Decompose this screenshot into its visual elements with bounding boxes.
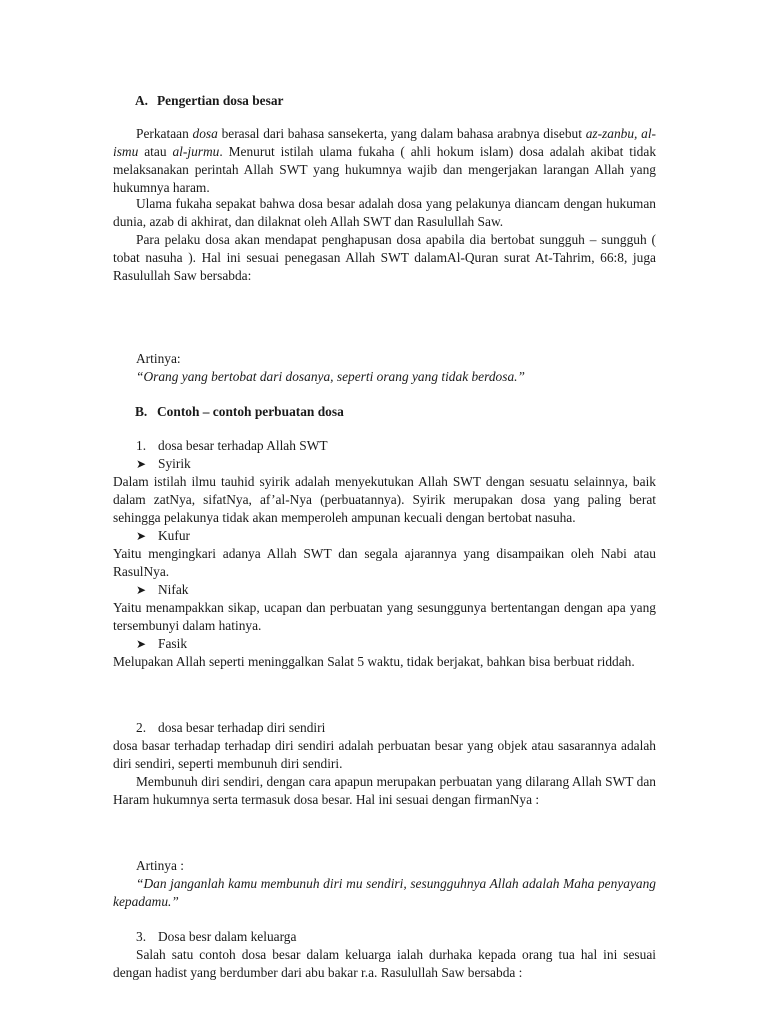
item-2-artinya [113, 857, 656, 911]
item-2-paragraph-2: Membunuh diri sendiri, dengan cara apapun merupakan perbuatan yang dilarang Allah SWT dan Haram hukumnya serta termasuk dosa besar. Hal ini sesuai dengan firmanNya : [113, 774, 656, 807]
quran-quote: “Dan janganlah kamu membunuh diri mu sendiri, sesungguhnya Allah adalah Maha penyayang kepadamu.” [113, 876, 656, 909]
fasik-text: Melupakan Allah seperti meninggalkan Salat 5 waktu, tidak berjakat, bahkan bisa berbuat riddah. [113, 654, 635, 669]
section-a-artinya [113, 350, 656, 386]
syirik-label: Syirik [158, 456, 191, 471]
item-3-title: Dosa besr dalam keluarga [158, 929, 297, 944]
p1-italic-dosa: dosa [192, 126, 218, 141]
p1-text-2: berasal dari bahasa sansekerta, yang dalam bahasa arabnya disebut [217, 126, 586, 141]
item-1-number: 1. [136, 438, 147, 453]
section-b-title: Contoh – contoh perbuatan dosa [157, 404, 344, 419]
p1-text-1: Perkataan [136, 126, 193, 141]
section-a-letter: A. [135, 93, 149, 108]
syirik-text: Dalam istilah ilmu tauhid syirik adalah menyekutukan Allah SWT dengan sesuatu selainnya, baik dalam zatNya, sifatNya, af’al-Nya (perbuatannya). Syirik merupakan dosa yang paling berat sehingga pelakunya tidak akan memperoleh ampunan kecuali dengan bertobat nasuha. [113, 474, 656, 525]
p1-italic-arabic-terms: az-zanbu, al-ismu [113, 126, 656, 159]
artinya-label-2: Artinya : [136, 858, 184, 873]
item-1 [113, 437, 656, 671]
kufur-label: Kufur [158, 528, 190, 543]
artinya-label: Artinya: [136, 351, 181, 366]
item-3-number: 3. [136, 929, 147, 944]
nifak-label: Nifak [158, 582, 189, 597]
item-3-paragraph-1: Salah satu contoh dosa besar dalam keluarga ialah durhaka kepada orang tua hal ini sesuai dengan hadist yang berdumber dari abu bakar r.a. Rasulullah Saw bersabda : [113, 947, 656, 980]
item-2-paragraph-1: dosa basar terhadap terhadap diri sendiri adalah perbuatan besar yang objek atau sasarannya adalah diri sendiri, seperti membunuh diri sendiri. [113, 738, 656, 771]
section-a-paragraph-1 [113, 125, 656, 197]
p1-text-3: atau [138, 144, 173, 159]
item-2-title: dosa besar terhadap diri sendiri [158, 720, 326, 735]
arrow-bullet-icon: ➤ [136, 529, 147, 543]
arrow-bullet-icon: ➤ [136, 583, 147, 597]
p1-text-4: . Menurut istilah ulama fukaha ( ahli hokum islam) dosa adalah akibat tidak melaksanakan perintah Allah SWT yang hukumnya wajib dan mengerjakan larangan Allah yang hukumnya haram. [113, 144, 657, 195]
hadith-quote: “Orang yang bertobat dari dosanya, seperti orang yang tidak berdosa.” [136, 369, 525, 384]
section-b-letter: B. [135, 404, 148, 419]
item-3 [113, 928, 656, 982]
section-b-heading [113, 403, 656, 420]
nifak-text: Yaitu menampakkan sikap, ucapan dan perbuatan yang sesunggunya bertentangan dengan apa yang tersembunyi dalam hatinya. [113, 600, 656, 633]
p1-italic-al-jurmu: al-jurmu [172, 144, 220, 159]
p2-text: Ulama fukaha sepakat bahwa dosa besar adalah dosa yang pelakunya diancam dengan hukuman dunia, azab di akhirat, dan dilaknat oleh Allah SWT dan Rasulullah Saw. [113, 196, 656, 229]
kufur-text: Yaitu mengingkari adanya Allah SWT dan segala ajarannya yang disampaikan oleh Nabi atau RasulNya. [113, 546, 656, 579]
arrow-bullet-icon: ➤ [136, 457, 147, 471]
item-2-number: 2. [136, 720, 147, 735]
p3-text: Para pelaku dosa akan mendapat penghapusan dosa apabila dia bertobat sungguh – sungguh ( tobat nasuha ). Hal ini sesuai penegasan Allah SWT dalamAl-Quran surat At-Tahrim, 66:8, juga Rasulullah Saw bersabda: [113, 232, 656, 283]
section-a-title: Pengertian dosa besar [157, 93, 284, 108]
section-a-heading [113, 92, 656, 109]
section-a-paragraph-2 [113, 195, 656, 231]
section-a-paragraph-3 [113, 231, 656, 285]
item-2 [113, 719, 656, 809]
arrow-bullet-icon: ➤ [136, 637, 147, 651]
item-1-title: dosa besar terhadap Allah SWT [158, 438, 328, 453]
fasik-label: Fasik [158, 636, 188, 651]
